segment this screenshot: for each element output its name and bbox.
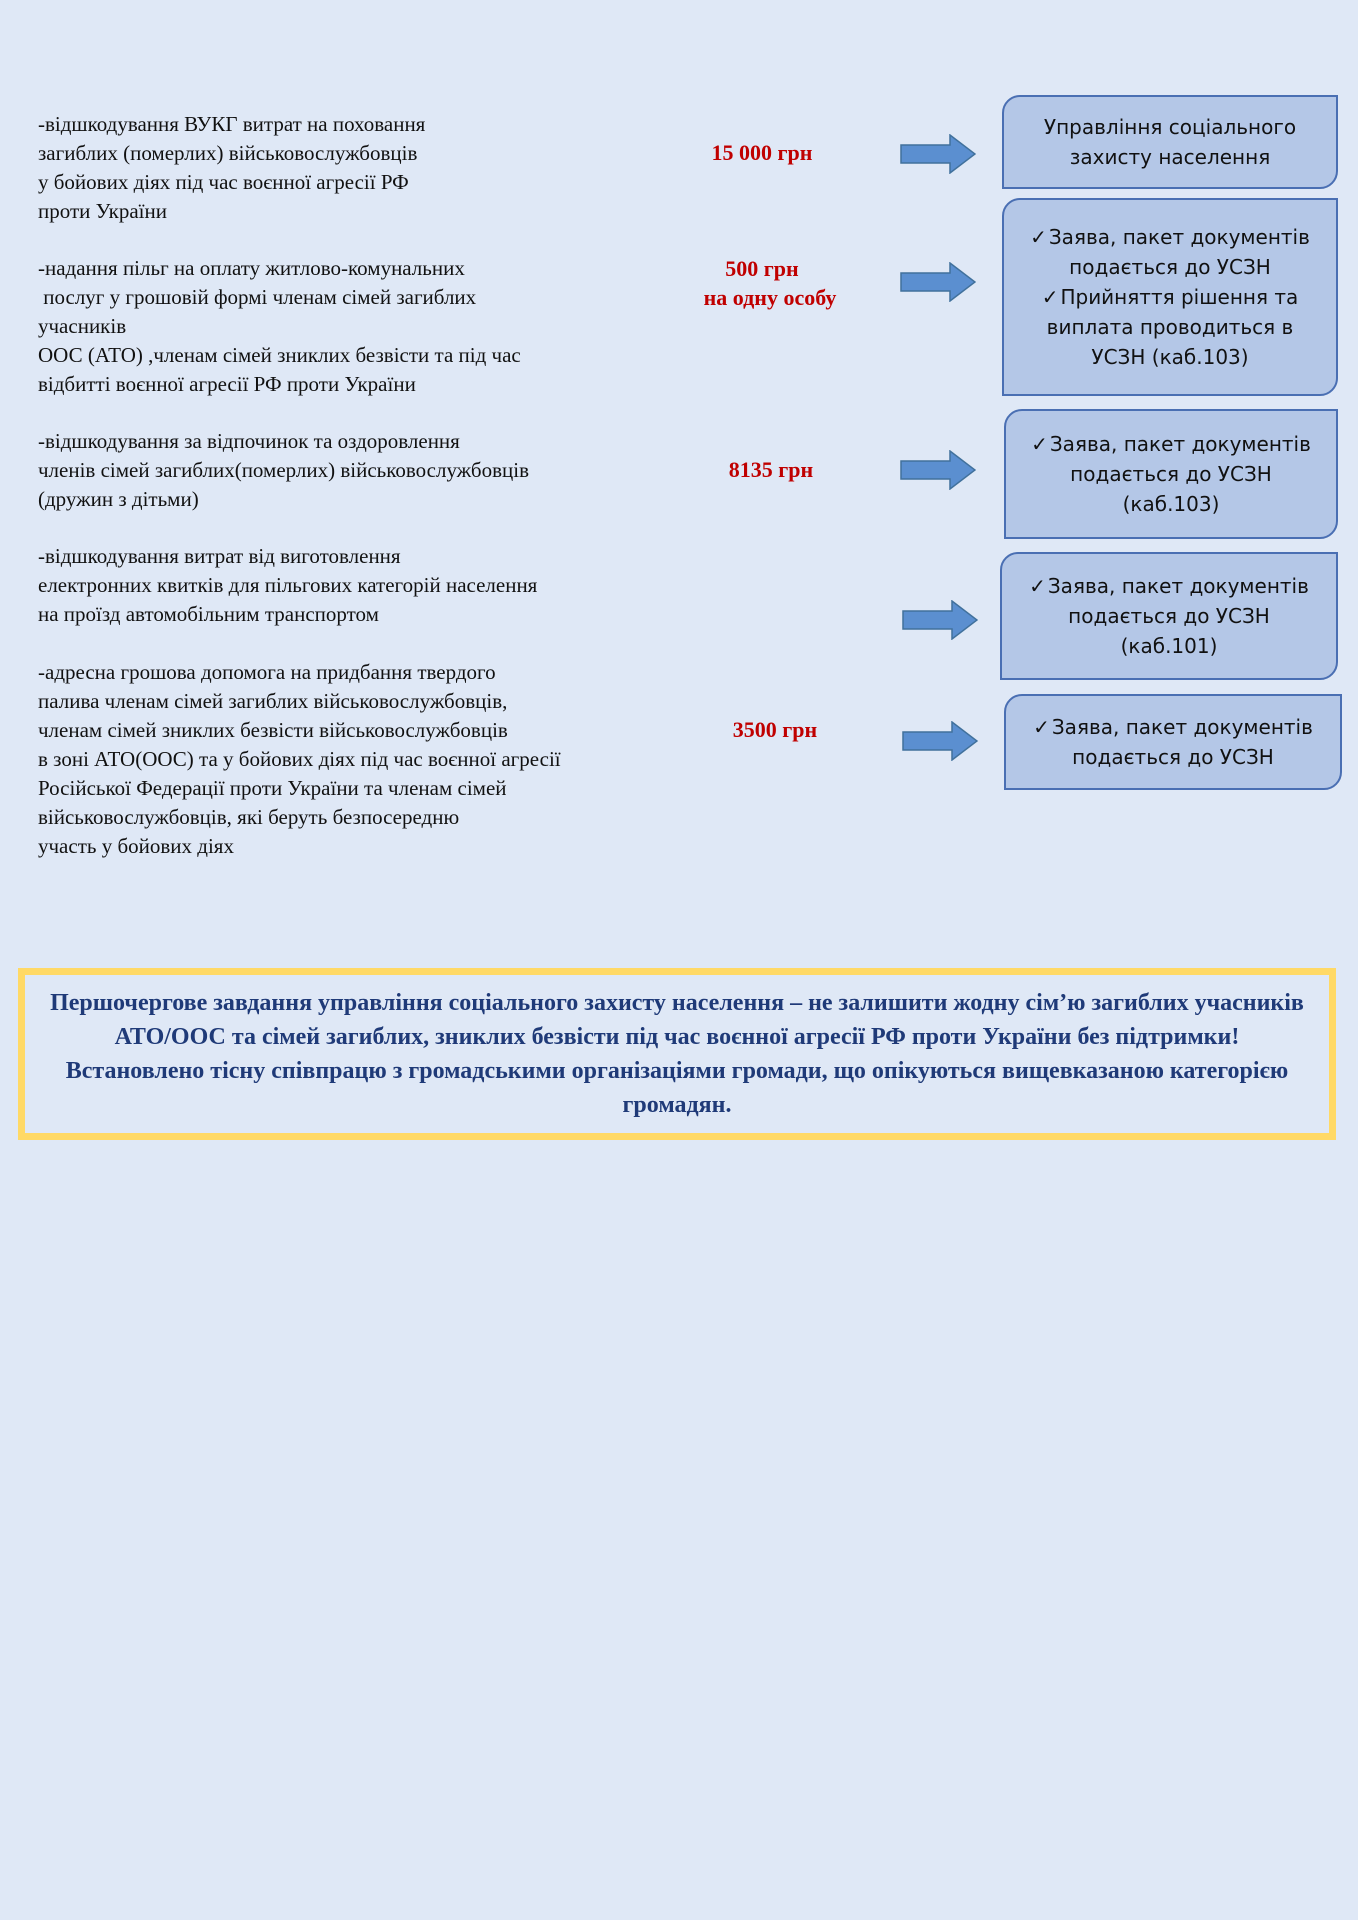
procedure-box xyxy=(1002,198,1338,396)
benefit-description: -відшкодування витрат від виготовлення електронних квитків для пільгових категорій населення на проїзд автомобільним транспортом xyxy=(38,544,538,626)
office-box xyxy=(1002,95,1338,189)
box-line: подається до УСЗН xyxy=(1069,255,1271,279)
box-line: ✓ Заява, пакет документів xyxy=(1030,225,1310,249)
box-line: подається до УСЗН xyxy=(1072,745,1274,769)
priority-note xyxy=(18,968,1336,1140)
box-line: ✓ Заява, пакет документів xyxy=(1033,715,1313,739)
benefit-description: -відшкодування за відпочинок та оздоровлення членів сімей загиблих(померлих) військовослужбовців (дружин з дітьми) xyxy=(38,429,529,511)
box-line: УСЗН (каб.103) xyxy=(1091,345,1249,369)
procedure-box xyxy=(1004,409,1338,539)
arrow-right-icon xyxy=(900,262,976,302)
benefit-amount-note: на одну особу xyxy=(703,285,837,310)
check-icon: ✓ xyxy=(1029,574,1046,598)
box-line: (каб.101) xyxy=(1120,634,1218,658)
arrow-right-icon xyxy=(900,450,976,490)
benefit-description: -адресна грошова допомога на придбання твердого палива членам сімей загиблих військовослужбовців, членам сімей зниклих безвісти військовослужбовців в зоні АТО(ООС) та у бойових діях під час воєнної агресії Російської Федерації проти України та членам сімей військовослужбовців, які беруть безпосередню участь у бойових діях xyxy=(38,660,561,858)
procedure-box xyxy=(1004,694,1342,790)
box-line: подається до УСЗН xyxy=(1068,604,1270,628)
box-line: захисту населення xyxy=(1069,145,1271,169)
box-line: ✓ Заява, пакет документів xyxy=(1031,432,1311,456)
box-line: (каб.103) xyxy=(1122,492,1220,516)
box-line: ✓ Заява, пакет документів xyxy=(1029,574,1309,598)
box-line: Управління соціального xyxy=(1043,115,1297,139)
box-line: ✓ Прийняття рішення та xyxy=(1041,285,1299,309)
check-icon: ✓ xyxy=(1041,285,1059,309)
arrow-right-icon xyxy=(900,134,976,174)
benefit-amount: 500 грн xyxy=(725,256,799,281)
box-line: подається до УСЗН xyxy=(1070,462,1272,486)
check-icon: ✓ xyxy=(1031,432,1048,456)
priority-note-text: Першочергове завдання управління соціального захисту населення – не залишити жодну сім’ю загиблих учасників АТО/ООС та сімей загиблих, зниклих безвісти під час воєнної агресії РФ проти України без підтримки! Встановлено тісну співпрацю з громадськими організаціями громади, що опікуються вищевказаною категорією громадян. xyxy=(50,990,1304,1118)
procedure-box xyxy=(1000,552,1338,680)
benefit-amount: 15 000 грн xyxy=(711,140,813,165)
arrow-right-icon xyxy=(902,600,978,640)
check-icon: ✓ xyxy=(1030,225,1047,249)
arrow-right-icon xyxy=(902,721,978,761)
benefit-description: -надання пільг на оплату житлово-комунальних послуг у грошовій формі членам сімей загиблих учасників ООС (АТО) ,членам сімей зниклих безвісти та під час відбитті воєнної агресії РФ проти України xyxy=(38,256,521,396)
benefit-description: -відшкодування ВУКГ витрат на поховання загиблих (померлих) військовослужбовців у бойових діях під час воєнної агресії РФ проти України xyxy=(38,112,426,223)
benefit-amount: 3500 грн xyxy=(732,717,818,742)
benefit-amount: 8135 грн xyxy=(728,457,814,482)
box-line: виплата проводиться в xyxy=(1046,315,1294,339)
check-icon: ✓ xyxy=(1033,715,1050,739)
